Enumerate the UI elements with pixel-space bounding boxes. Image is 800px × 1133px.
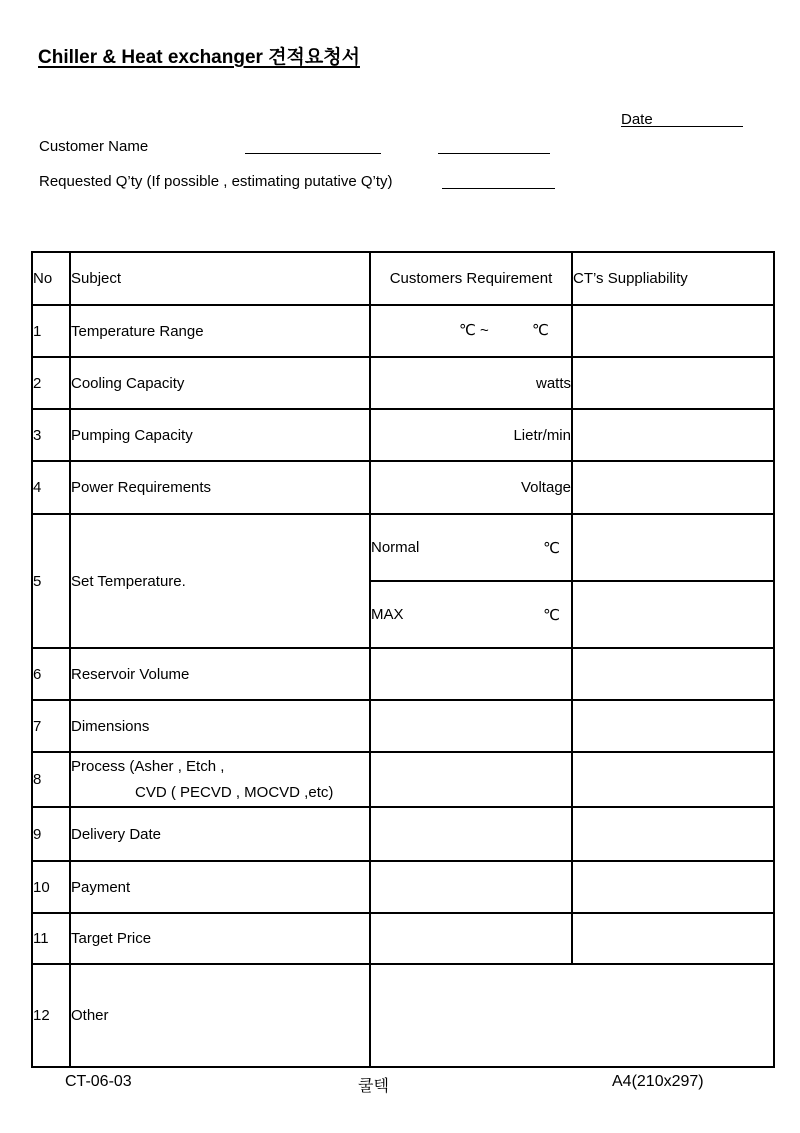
requirement-cell[interactable]: Lietr/min (370, 409, 572, 461)
requirement-cell[interactable] (370, 861, 572, 913)
header-subject: Subject (70, 252, 370, 305)
row-number: 6 (32, 648, 70, 700)
quotation-table (31, 251, 775, 1068)
footer-paper-size: A4(210x297) (612, 1073, 704, 1090)
requirement-cell[interactable] (370, 913, 572, 964)
row-subject: Reservoir Volume (70, 648, 370, 700)
requirement-cell[interactable] (370, 700, 572, 752)
table-row (32, 700, 774, 752)
row-subject: Pumping Capacity (70, 409, 370, 461)
row-number: 5 (32, 514, 70, 648)
normal-label: Normal (371, 538, 420, 556)
row-number: 2 (32, 357, 70, 409)
row-subject (70, 752, 370, 807)
customer-name-field-line-1[interactable] (245, 153, 381, 154)
table-row (32, 861, 774, 913)
row-number: 9 (32, 807, 70, 861)
table-row (32, 807, 774, 861)
footer-company: 쿨텍 (358, 1078, 389, 1095)
subject-line-2: CVD ( PECVD , MOCVD ,etc) (135, 783, 334, 801)
header-customers-requirement: Customers Requirement (370, 252, 572, 305)
row-subject: Set Temperature. (70, 514, 370, 648)
subject-line-1: Process (Asher , Etch , (71, 757, 225, 775)
table-row (32, 357, 774, 409)
table-row (32, 514, 774, 581)
date-field-line[interactable] (621, 126, 743, 127)
row-subject: Other (70, 964, 370, 1067)
date-label: Date (621, 111, 653, 128)
table-row (32, 913, 774, 964)
requirement-cell[interactable] (370, 648, 572, 700)
suppliability-cell[interactable] (572, 581, 774, 648)
table-row (32, 964, 774, 1067)
requirement-cell[interactable]: watts (370, 357, 572, 409)
table-row (32, 752, 774, 807)
requirement-cell[interactable] (370, 305, 572, 357)
suppliability-cell[interactable] (572, 752, 774, 807)
suppliability-cell[interactable] (572, 913, 774, 964)
normal-unit: ℃ (543, 539, 560, 557)
suppliability-cell[interactable] (572, 648, 774, 700)
requested-qty-label: Requested Q’ty (If possible , estimating putative Q’ty) (39, 173, 393, 190)
requirement-cell[interactable] (370, 752, 572, 807)
row-subject: Dimensions (70, 700, 370, 752)
suppliability-cell[interactable] (572, 409, 774, 461)
max-unit: ℃ (543, 606, 560, 624)
row-subject: Target Price (70, 913, 370, 964)
row-number: 1 (32, 305, 70, 357)
requirement-cell[interactable]: Voltage (370, 461, 572, 514)
suppliability-cell[interactable] (572, 807, 774, 861)
suppliability-cell[interactable] (572, 861, 774, 913)
suppliability-cell[interactable] (572, 700, 774, 752)
row-subject: Delivery Date (70, 807, 370, 861)
form-title: Chiller & Heat exchanger 견적요청서 (38, 47, 360, 68)
row-number: 4 (32, 461, 70, 514)
header-no: No (32, 252, 70, 305)
suppliability-cell[interactable] (572, 514, 774, 581)
requirement-cell-normal[interactable] (370, 514, 572, 581)
customer-name-field-line-2[interactable] (438, 153, 550, 154)
table-row (32, 648, 774, 700)
table-row (32, 409, 774, 461)
requirement-cell[interactable] (370, 807, 572, 861)
temp-max-unit: ℃ (532, 322, 549, 339)
row-subject: Payment (70, 861, 370, 913)
row-subject: Power Requirements (70, 461, 370, 514)
row-number: 12 (32, 964, 70, 1067)
row-subject: Temperature Range (70, 305, 370, 357)
requested-qty-field-line[interactable] (442, 188, 555, 189)
row-number: 11 (32, 913, 70, 964)
header-ct-suppliability: CT’s Suppliability (572, 252, 774, 305)
requirement-cell-max[interactable] (370, 581, 572, 648)
row-number: 3 (32, 409, 70, 461)
table-header-row (32, 252, 774, 305)
row-subject: Cooling Capacity (70, 357, 370, 409)
temp-min-unit: ℃ ~ (459, 322, 489, 339)
table-row (32, 305, 774, 357)
other-notes-cell[interactable] (370, 964, 774, 1067)
suppliability-cell[interactable] (572, 357, 774, 409)
suppliability-cell[interactable] (572, 305, 774, 357)
row-number: 10 (32, 861, 70, 913)
table-row (32, 461, 774, 514)
max-label: MAX (371, 605, 404, 623)
customer-name-label: Customer Name (39, 138, 149, 155)
footer-code: CT-06-03 (65, 1073, 132, 1090)
suppliability-cell[interactable] (572, 461, 774, 514)
row-number: 8 (32, 752, 70, 807)
row-number: 7 (32, 700, 70, 752)
